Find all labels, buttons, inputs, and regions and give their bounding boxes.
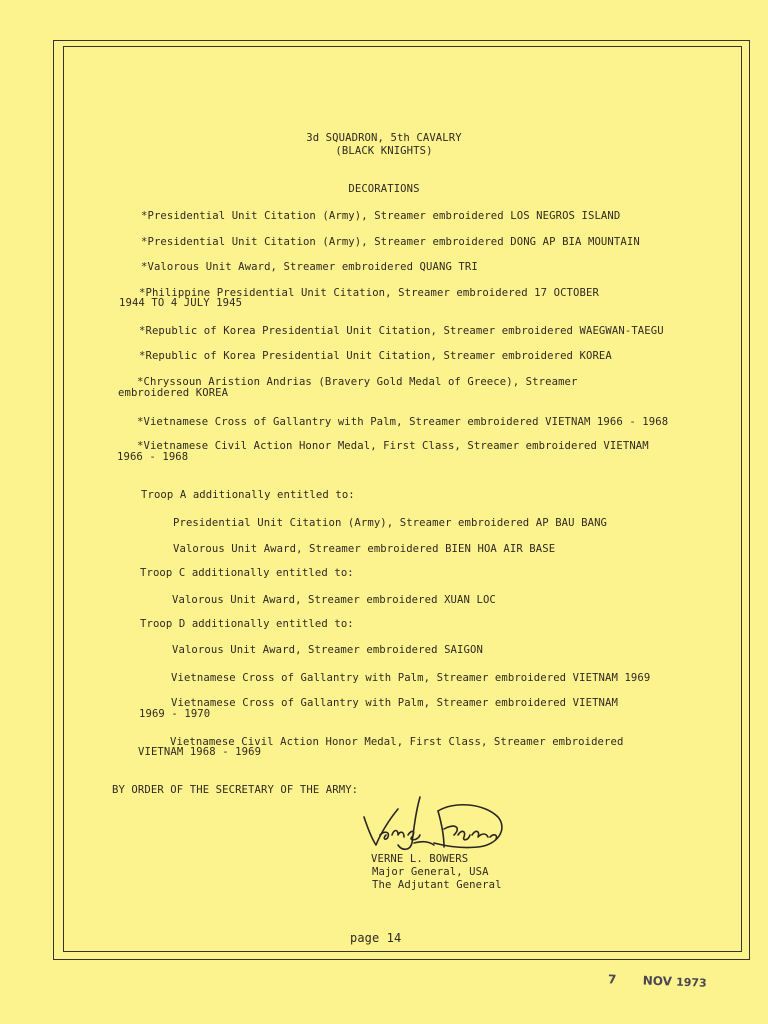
signatory-title: The Adjutant General [372, 879, 502, 891]
unit-nickname: (BLACK KNIGHTS) [335, 145, 433, 157]
decoration-9-cont: 1966 - 1968 [117, 451, 189, 463]
troop-a-heading: Troop A additionally entitled to: [141, 489, 355, 501]
troop-a-item-2: Valorous Unit Award, Streamer embroidered BIEN HOA AIR BASE [173, 543, 556, 555]
decoration-4: *Philippine Presidential Unit Citation, Streamer embroidered 17 OCTOBER [139, 287, 599, 299]
troop-d-item-3: Vietnamese Cross of Gallantry with Palm, Streamer embroidered VIETNAM [171, 697, 618, 709]
stamp-month: NOV [642, 973, 673, 989]
signatory-name: VERNE L. BOWERS [371, 853, 469, 865]
troop-d-item-4-cont: VIETNAM 1968 - 1969 [138, 746, 262, 758]
troop-c-item-1: Valorous Unit Award, Streamer embroidered XUAN LOC [172, 594, 496, 606]
troop-d-item-1: Valorous Unit Award, Streamer embroidered SAIGON [172, 644, 483, 656]
troop-c-heading: Troop C additionally entitled to: [140, 567, 354, 579]
decoration-7-cont: embroidered KOREA [118, 387, 229, 399]
stamp-day: 7 [607, 972, 617, 987]
by-order-line: BY ORDER OF THE SECRETARY OF THE ARMY: [112, 784, 359, 796]
troop-d-heading: Troop D additionally entitled to: [140, 618, 354, 630]
troop-d-item-3-cont: 1969 - 1970 [139, 708, 211, 720]
decoration-8: *Vietnamese Cross of Gallantry with Palm, Streamer embroidered VIETNAM 1966 - 1968 [137, 416, 669, 428]
troop-d-item-4: Vietnamese Civil Action Honor Medal, First Class, Streamer embroidered [170, 736, 624, 748]
decoration-7: *Chryssoun Aristion Andrias (Bravery Gold Medal of Greece), Streamer [137, 376, 578, 388]
decoration-1: *Presidential Unit Citation (Army), Streamer embroidered LOS NEGROS ISLAND [141, 210, 621, 222]
troop-d-item-2: Vietnamese Cross of Gallantry with Palm, Streamer embroidered VIETNAM 1969 [171, 672, 651, 684]
unit-name: 3d SQUADRON, 5th CAVALRY [306, 132, 462, 144]
decoration-3: *Valorous Unit Award, Streamer embroidered QUANG TRI [141, 261, 478, 273]
decoration-6: *Republic of Korea Presidential Unit Citation, Streamer embroidered KOREA [139, 350, 612, 362]
decoration-4-cont: 1944 TO 4 JULY 1945 [119, 297, 243, 309]
troop-a-item-1: Presidential Unit Citation (Army), Streamer embroidered AP BAU BANG [173, 517, 608, 529]
date-stamp [608, 972, 707, 989]
signatory-rank: Major General, USA [372, 866, 489, 878]
stamp-year: 1973 [675, 975, 707, 990]
decoration-5: *Republic of Korea Presidential Unit Citation, Streamer embroidered WAEGWAN-TAEGU [139, 325, 664, 337]
page-number: page 14 [350, 931, 402, 945]
section-title: DECORATIONS [348, 183, 420, 195]
decoration-2: *Presidential Unit Citation (Army), Streamer embroidered DONG AP BIA MOUNTAIN [141, 236, 640, 248]
decoration-9: *Vietnamese Civil Action Honor Medal, First Class, Streamer embroidered VIETNAM [137, 440, 649, 452]
